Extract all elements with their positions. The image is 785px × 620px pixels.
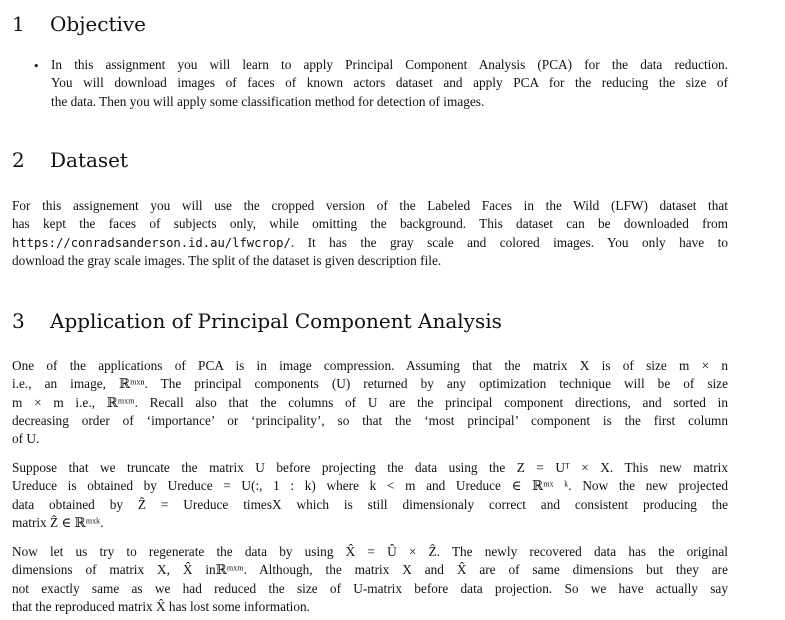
section-heading-pca [12, 309, 502, 333]
section-heading-dataset [12, 148, 128, 172]
text-fragment: . It has the gray scale and colored images. You only have to [290, 234, 728, 250]
text-line: not exactly same as we had reduced the size of U-matrix before data projection. So we have actually say [12, 580, 728, 596]
text-line [12, 234, 728, 252]
text-line: dimensions of matrix X, X̂ inℝᵐˣᵐ. Although, the matrix X and X̂ are of same dimensions but they are [12, 562, 728, 578]
text-line: You will download images of faces of known actors dataset and apply PCA for the reducing the size of [51, 75, 728, 91]
text-line: that the reproduced matrix X̂ has lost some information. [12, 598, 310, 614]
objective-bullet-text [51, 56, 728, 111]
text-line: Ureduce is obtained by Ureduce = U(:, 1 : k) where k < m and Ureduce ∈ ℝᵐˣ ᵏ. Now the new projected [12, 478, 728, 494]
text-line: the data. Then you will apply some classification method for detection of images. [51, 93, 485, 109]
text-line: of U. [12, 431, 40, 447]
text-line: One of the applications of PCA is in image compression. Assuming that the matrix X is of size m × n [12, 358, 728, 373]
section-number: 1 [12, 12, 25, 36]
section-number: 2 [12, 148, 25, 172]
text-line: data obtained by Ẑ = Ureduce timesX which is still dimensionaly correct and consistent producing the [12, 496, 728, 512]
dataset-paragraph [12, 197, 728, 270]
text-line: In this assignment you will learn to apply Principal Component Analysis (PCA) for the data reduction. [51, 57, 728, 72]
text-line: Suppose that we truncate the matrix U before projecting the data using the Z = Uᵀ × X. This new matrix [12, 460, 728, 475]
section-heading-objective [12, 12, 146, 36]
text-line: has kept the faces of subjects only, while omitting the background. This dataset can be downloaded from [12, 216, 728, 232]
pca-paragraph-1 [12, 357, 728, 448]
section-title: Objective [50, 12, 147, 36]
text-line: For this assignement you will use the cropped version of the Labeled Faces in the Wild (LFW) dataset that [12, 198, 728, 213]
section-title: Dataset [50, 148, 129, 172]
pca-paragraph-2 [12, 459, 728, 532]
text-line: matrix Ẑ ∈ ℝᵐˣᵏ. [12, 514, 104, 530]
text-line: download the gray scale images. The split of the dataset is given description file. [12, 252, 442, 268]
text-line: decreasing order of ‘importance’ or ‘principality’, so that the ‘most principal’ component is the first column [12, 412, 728, 428]
text-line: Now let us try to regenerate the data by using X̂ = Û × Ẑ. The newly recovered data has the original [12, 544, 728, 559]
section-title: Application of Principal Component Analysis [50, 309, 502, 333]
dataset-url-link[interactable]: https://conradsanderson.id.au/lfwcrop/ [12, 235, 291, 250]
pca-paragraph-3 [12, 543, 728, 616]
text-line: i.e., an image, ℝᵐˣⁿ. The principal components (U) returned by any optimization technique will be of size [12, 376, 728, 392]
text-line: m × m i.e., ℝᵐˣᵐ. Recall also that the columns of U are the principal component directions, and sorted in [12, 394, 728, 410]
section-number: 3 [12, 309, 25, 333]
bullet-icon: • [33, 60, 40, 73]
